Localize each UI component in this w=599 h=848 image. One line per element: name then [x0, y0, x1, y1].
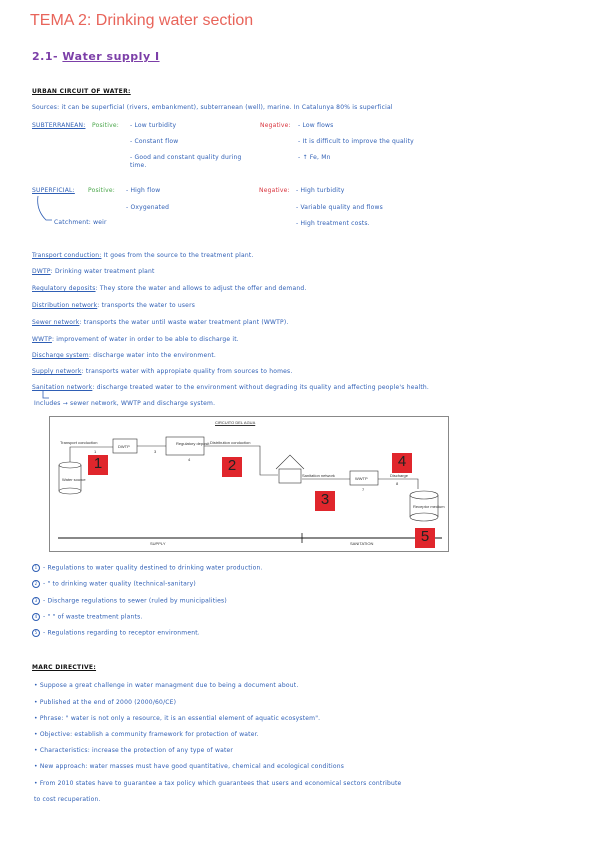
definition-sewer: Sewer network: transports the water until waste water treatment plant (WWTP).	[32, 319, 289, 326]
sub-negative-2: - It is difficult to improve the quality	[298, 138, 414, 145]
label-receptor-medium: Receptor medium	[413, 504, 445, 509]
page-title: TEMA 2: Drinking water section	[30, 12, 254, 29]
definition-discharge: Discharge system: discharge water into the environment.	[32, 352, 217, 359]
label-sanitation: SANITATION	[350, 541, 374, 546]
label-water-source: Water source	[62, 477, 86, 482]
catchment-text: Catchment: weir	[54, 219, 107, 226]
superficial-label: SUPERFICIAL:	[32, 187, 75, 194]
marc-item-5: • Characteristics: increase the protection of any type of water	[34, 747, 234, 754]
definition-dwtp: DWTP: Drinking water treatment plant	[32, 268, 155, 275]
section-number: 2.1-	[32, 50, 59, 63]
regulation-4: 4 - " " of waste treatment plants.	[32, 613, 143, 621]
marker-3: 3	[315, 491, 335, 511]
step-number-8: 8	[396, 481, 399, 486]
definition-supply: Supply network: transports water with appropiate quality from sources to homes.	[32, 368, 293, 375]
regulation-5: 5 - Regulations regarding to receptor environment.	[32, 629, 200, 637]
sub-positive-2: - Constant flow	[130, 138, 179, 145]
marc-item-4: • Objective: establish a community framework for protection of water.	[34, 731, 259, 738]
sup-negative-1: - High turbidity	[296, 187, 345, 194]
step-number-4: 4	[188, 457, 191, 462]
marc-heading: MARC DIRECTIVE:	[32, 664, 97, 671]
definition-transport: Transport conduction: It goes from the source to the treatment plant.	[32, 252, 254, 259]
marc-item-1: • Suppose a great challenge in water managment due to being a document about.	[34, 682, 299, 689]
regulation-2: 2 - " to drinking water quality (technical-sanitary)	[32, 580, 196, 588]
label-dwtp: DWTP	[118, 444, 130, 449]
marker-1: 1	[88, 455, 108, 475]
marc-item-6: • New approach: water masses must have good quantitative, chemical and ecological conditions	[34, 763, 345, 770]
definition-regulatory: Regulatory deposits: They store the water and allows to adjust the offer and demand.	[32, 285, 307, 292]
marc-item-3: • Phrase: " water is not only a resource, it is an essential element of aquatic ecosystem".	[34, 715, 321, 722]
marc-item-7: • From 2010 states have to guarantee a tax policy which guarantees that users and economical sectors contribute	[34, 780, 402, 787]
label-regulatory-deposit: Regulatory deposit	[176, 441, 210, 446]
sub-positive-1: - Low turbidity	[130, 122, 177, 129]
urban-heading: URBAN CIRCUIT OF WATER:	[32, 88, 131, 95]
superficial-positive-label: Positive:	[88, 187, 115, 194]
subterranean-negative-label: Negative:	[260, 122, 291, 129]
diagram-heading: CIRCUITO DEL AGUA	[215, 420, 256, 425]
marc-item-8: to cost recuperation.	[34, 796, 101, 803]
arrow-curve-icon	[34, 196, 56, 226]
definition-sanitation: Sanitation network: discharge treated water to the environment without degrading its quality and affecting people's health.	[32, 384, 429, 391]
regulation-3: 3 - Discharge regulations to sewer (ruled by municipalities)	[32, 597, 227, 605]
sub-negative-3: - ↑ Fe, Mn	[298, 154, 331, 161]
marker-5: 5	[415, 528, 435, 548]
regulation-1: 1 - Regulations to water quality destined to drinking water production.	[32, 564, 263, 572]
sup-positive-1: - High flow	[126, 187, 161, 194]
definition-wwtp: WWTP: improvement of water in order to be able to discharge it.	[32, 336, 239, 343]
sup-positive-2: - Oxygenated	[126, 204, 170, 211]
definition-distribution: Distribution network: transports the water to users	[32, 302, 196, 309]
label-supply: SUPPLY	[150, 541, 166, 546]
label-distribution-conduction: Distribution conduction	[210, 440, 251, 445]
includes-text: Includes → sewer network, WWTP and discharge system.	[34, 400, 216, 407]
label-sanitation-network: Sanitation network	[302, 473, 335, 478]
label-transport-conduction: Transport conduction	[60, 440, 98, 445]
sup-negative-2: - Variable quality and flows	[296, 204, 383, 211]
sub-negative-1: - Low flows	[298, 122, 334, 129]
section-heading	[32, 50, 160, 63]
subterranean-label: SUBTERRANEAN:	[32, 122, 86, 129]
label-discharge: Discharge	[390, 473, 409, 478]
label-wwtp: WWTP	[355, 476, 368, 481]
water-circuit-diagram	[49, 416, 449, 552]
marc-item-2: • Published at the end of 2000 (2000/60/CE)	[34, 699, 177, 706]
marker-4: 4	[392, 453, 412, 473]
section-name: Water supply I	[62, 50, 160, 63]
marker-2: 2	[222, 457, 242, 477]
sources-text: Sources: it can be superficial (rivers, embankment), subterranean (well), marine. In Catalunya 80% is superficial	[32, 104, 393, 111]
diagram-lines	[50, 417, 448, 551]
step-number-1: 1	[94, 449, 97, 454]
superficial-negative-label: Negative:	[259, 187, 290, 194]
sup-negative-3: - High treatment costs.	[296, 220, 370, 227]
step-number-3: 3	[154, 449, 157, 454]
subterranean-positive-label: Positive:	[92, 122, 119, 129]
sub-positive-3: - Good and constant quality during time.	[130, 154, 242, 169]
step-number-7: 7	[362, 487, 365, 492]
